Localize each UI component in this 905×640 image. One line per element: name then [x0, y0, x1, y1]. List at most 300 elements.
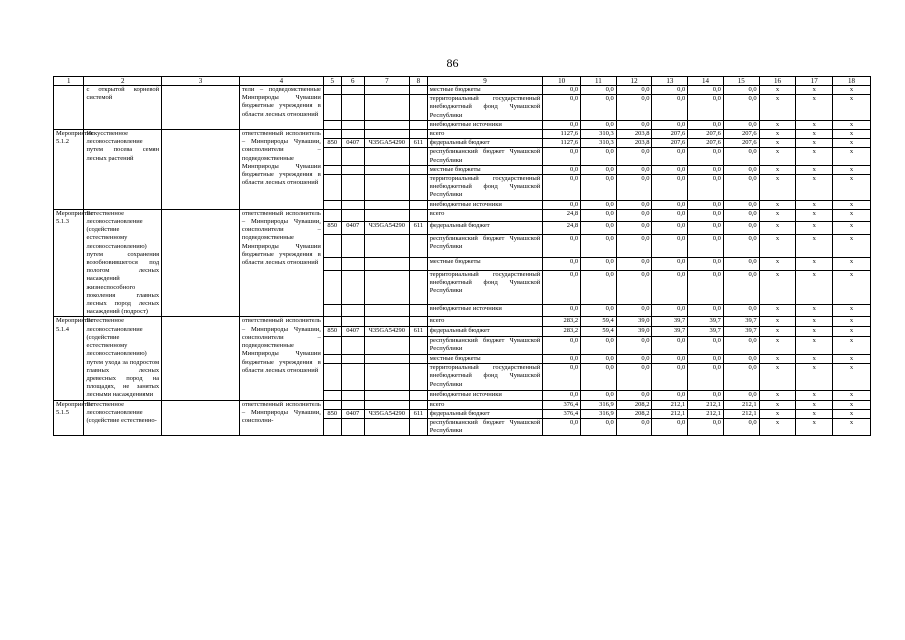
- funding-source-cell: местные бюджеты: [427, 165, 543, 174]
- x-cell: x: [759, 148, 796, 165]
- funding-source-cell: всего: [427, 209, 543, 221]
- vr-cell: [409, 200, 427, 209]
- rzpr-cell: 0407: [341, 139, 364, 148]
- funding-source-cell: внебюджетные источники: [427, 200, 543, 209]
- rzpr-cell: [341, 258, 364, 270]
- rzpr-cell: [341, 234, 364, 257]
- executor-cell: ответственный исполнитель – Минприроды Чувашии, соисполни-: [239, 400, 323, 436]
- x-cell: x: [833, 336, 871, 354]
- measure-code-cell: Мероприятие 5.1.2: [54, 130, 84, 210]
- value-cell: 310,3: [581, 139, 617, 148]
- value-cell: 0,0: [581, 209, 617, 221]
- value-cell: 0,0: [581, 364, 617, 391]
- measure-name-cell: с открытой корневой системой: [84, 86, 162, 130]
- value-cell: 0,0: [723, 86, 759, 95]
- header-cell: 17: [796, 77, 833, 86]
- rzpr-cell: [341, 336, 364, 354]
- value-cell: 0,0: [723, 175, 759, 201]
- grbs-cell: 850: [323, 139, 341, 148]
- x-cell: x: [796, 409, 833, 418]
- target-cell: [162, 130, 240, 210]
- executor-cell: ответственный исполнитель – Минприроды Чувашии, соисполнители – подведомственные Минприроды Чувашии бюджетные учреждения в области лесных отношений: [239, 317, 323, 400]
- value-cell: 0,0: [723, 305, 759, 317]
- vr-cell: [409, 390, 427, 400]
- header-cell: 16: [759, 77, 796, 86]
- measure-name-cell: Естественное лесовосстановление (содействие естественному лесовосстановлению) путем сохранения возобновившегося под пологом лесных насаждений жизнеспособного поколения главных лесных пород лесных насаждений (подрост): [84, 209, 162, 317]
- x-cell: x: [833, 305, 871, 317]
- grbs-cell: [323, 354, 341, 364]
- funding-source-cell: территориальный государственный внебюджетный фонд Чувашской Республики: [427, 175, 543, 201]
- header-cell: 4: [239, 77, 323, 86]
- x-cell: x: [796, 400, 833, 409]
- funding-source-cell: республиканский бюджет Чувашской Республики: [427, 336, 543, 354]
- program-table: [53, 76, 871, 436]
- x-cell: x: [796, 364, 833, 391]
- rzpr-cell: 0407: [341, 222, 364, 234]
- value-cell: 212,1: [688, 409, 724, 418]
- x-cell: x: [796, 317, 833, 327]
- value-cell: 0,0: [543, 305, 581, 317]
- value-cell: 0,0: [688, 336, 724, 354]
- rzpr-cell: 0407: [341, 327, 364, 337]
- x-cell: x: [796, 165, 833, 174]
- value-cell: 0,0: [616, 418, 652, 435]
- x-cell: x: [759, 86, 796, 95]
- value-cell: 39,7: [652, 327, 688, 337]
- table-row: [54, 86, 871, 95]
- funding-source-cell: федеральный бюджет: [427, 327, 543, 337]
- rzpr-cell: [341, 354, 364, 364]
- value-cell: 0,0: [543, 354, 581, 364]
- value-cell: 0,0: [688, 418, 724, 435]
- x-cell: x: [759, 270, 796, 305]
- value-cell: 0,0: [723, 209, 759, 221]
- value-cell: 0,0: [688, 175, 724, 201]
- csr-cell: [364, 317, 409, 327]
- x-cell: x: [759, 120, 796, 129]
- x-cell: x: [796, 336, 833, 354]
- rzpr-cell: [341, 317, 364, 327]
- rzpr-cell: [341, 165, 364, 174]
- value-cell: 0,0: [581, 418, 617, 435]
- x-cell: x: [759, 364, 796, 391]
- page-number: 86: [446, 56, 459, 70]
- grbs-cell: 850: [323, 327, 341, 337]
- header-cell: 9: [427, 77, 543, 86]
- x-cell: x: [796, 390, 833, 400]
- value-cell: 0,0: [652, 175, 688, 201]
- value-cell: 0,0: [543, 148, 581, 165]
- rzpr-cell: [341, 200, 364, 209]
- value-cell: 0,0: [581, 305, 617, 317]
- value-cell: 39,7: [688, 317, 724, 327]
- vr-cell: [409, 305, 427, 317]
- value-cell: 1127,6: [543, 130, 581, 139]
- header-cell: 11: [581, 77, 617, 86]
- value-cell: 212,1: [652, 400, 688, 409]
- x-cell: x: [833, 200, 871, 209]
- grbs-cell: [323, 258, 341, 270]
- csr-cell: Ч35GA54290: [364, 409, 409, 418]
- executor-cell: ответственный исполнитель – Минприроды Чувашии, соисполнители – подведомственные Минприроды Чувашии бюджетные учреждения в области лесных отношений: [239, 130, 323, 210]
- grbs-cell: [323, 175, 341, 201]
- value-cell: 0,0: [688, 258, 724, 270]
- measure-code-cell: [54, 86, 84, 130]
- value-cell: 59,4: [581, 317, 617, 327]
- x-cell: x: [759, 222, 796, 234]
- funding-source-cell: всего: [427, 317, 543, 327]
- grbs-cell: [323, 336, 341, 354]
- value-cell: 0,0: [616, 175, 652, 201]
- measure-name-cell: Искусственное лесовосстановление путем посева семян лесных растений: [84, 130, 162, 210]
- x-cell: x: [833, 130, 871, 139]
- vr-cell: [409, 400, 427, 409]
- vr-cell: 611: [409, 139, 427, 148]
- value-cell: 0,0: [652, 165, 688, 174]
- x-cell: x: [833, 86, 871, 95]
- grbs-cell: [323, 130, 341, 139]
- x-cell: x: [796, 258, 833, 270]
- value-cell: 208,2: [616, 409, 652, 418]
- value-cell: 39,0: [616, 327, 652, 337]
- value-cell: 0,0: [616, 86, 652, 95]
- x-cell: x: [796, 175, 833, 201]
- header-cell: 14: [688, 77, 724, 86]
- executor-cell: ответственный исполнитель – Минприроды Чувашии, соисполнители – подведомственные Минприроды Чувашии бюджетные учреждения в области лесных отношений: [239, 209, 323, 317]
- vr-cell: [409, 258, 427, 270]
- x-cell: x: [759, 165, 796, 174]
- value-cell: 316,9: [581, 409, 617, 418]
- value-cell: 207,6: [723, 139, 759, 148]
- csr-cell: [364, 234, 409, 257]
- csr-cell: [364, 86, 409, 95]
- value-cell: 0,0: [652, 270, 688, 305]
- header-row: [54, 77, 871, 86]
- value-cell: 310,3: [581, 130, 617, 139]
- rzpr-cell: [341, 270, 364, 305]
- x-cell: x: [759, 305, 796, 317]
- measure-code-cell: Мероприятие 5.1.3: [54, 209, 84, 317]
- vr-cell: [409, 95, 427, 121]
- table-row: [54, 400, 871, 409]
- value-cell: 0,0: [543, 418, 581, 435]
- header-cell: 6: [341, 77, 364, 86]
- value-cell: 0,0: [723, 200, 759, 209]
- value-cell: 0,0: [543, 234, 581, 257]
- value-cell: 0,0: [543, 95, 581, 121]
- vr-cell: [409, 317, 427, 327]
- value-cell: 283,2: [543, 327, 581, 337]
- funding-source-cell: местные бюджеты: [427, 354, 543, 364]
- value-cell: 0,0: [652, 258, 688, 270]
- csr-cell: [364, 175, 409, 201]
- value-cell: 0,0: [543, 390, 581, 400]
- funding-source-cell: внебюджетные источники: [427, 390, 543, 400]
- value-cell: 0,0: [688, 148, 724, 165]
- grbs-cell: [323, 95, 341, 121]
- value-cell: 0,0: [581, 120, 617, 129]
- csr-cell: [364, 165, 409, 174]
- measure-name-cell: Естественное лесовосстановление (содействие естественно-: [84, 400, 162, 436]
- x-cell: x: [796, 418, 833, 435]
- grbs-cell: 850: [323, 409, 341, 418]
- x-cell: x: [796, 148, 833, 165]
- value-cell: 0,0: [723, 165, 759, 174]
- grbs-cell: [323, 86, 341, 95]
- header-cell: 18: [833, 77, 871, 86]
- value-cell: 0,0: [616, 222, 652, 234]
- value-cell: 0,0: [616, 209, 652, 221]
- value-cell: 207,6: [723, 130, 759, 139]
- vr-cell: 611: [409, 409, 427, 418]
- value-cell: 0,0: [616, 270, 652, 305]
- value-cell: 0,0: [581, 175, 617, 201]
- value-cell: 0,0: [688, 95, 724, 121]
- rzpr-cell: [341, 95, 364, 121]
- csr-cell: [364, 390, 409, 400]
- value-cell: 0,0: [652, 305, 688, 317]
- value-cell: 208,2: [616, 400, 652, 409]
- funding-source-cell: федеральный бюджет: [427, 222, 543, 234]
- grbs-cell: [323, 305, 341, 317]
- value-cell: 0,0: [581, 354, 617, 364]
- vr-cell: [409, 175, 427, 201]
- x-cell: x: [759, 95, 796, 121]
- funding-source-cell: внебюджетные источники: [427, 305, 543, 317]
- value-cell: 316,9: [581, 400, 617, 409]
- header-cell: 3: [162, 77, 240, 86]
- vr-cell: [409, 165, 427, 174]
- value-cell: 207,6: [688, 139, 724, 148]
- value-cell: 0,0: [543, 120, 581, 129]
- csr-cell: [364, 95, 409, 121]
- csr-cell: [364, 418, 409, 435]
- target-cell: [162, 317, 240, 400]
- x-cell: x: [833, 390, 871, 400]
- funding-source-cell: всего: [427, 130, 543, 139]
- rzpr-cell: [341, 175, 364, 201]
- funding-source-cell: местные бюджеты: [427, 258, 543, 270]
- value-cell: 203,8: [616, 130, 652, 139]
- value-cell: 0,0: [543, 270, 581, 305]
- x-cell: x: [796, 139, 833, 148]
- csr-cell: Ч35GA54290: [364, 139, 409, 148]
- x-cell: x: [759, 400, 796, 409]
- value-cell: 0,0: [616, 354, 652, 364]
- x-cell: x: [833, 120, 871, 129]
- rzpr-cell: [341, 400, 364, 409]
- x-cell: x: [759, 418, 796, 435]
- value-cell: 0,0: [688, 86, 724, 95]
- x-cell: x: [759, 327, 796, 337]
- x-cell: x: [796, 120, 833, 129]
- value-cell: 203,8: [616, 139, 652, 148]
- csr-cell: [364, 305, 409, 317]
- x-cell: x: [833, 95, 871, 121]
- value-cell: 39,7: [652, 317, 688, 327]
- value-cell: 0,0: [581, 258, 617, 270]
- measure-name-cell: Естественное лесовосстановление (содействие естественному лесовосстановлению) путем ухода за подростом главных лесных древесных пород на площадях, не занятых лесными насаждениями: [84, 317, 162, 400]
- value-cell: 0,0: [616, 336, 652, 354]
- value-cell: 1127,6: [543, 139, 581, 148]
- vr-cell: [409, 418, 427, 435]
- funding-source-cell: территориальный государственный внебюджетный фонд Чувашской Республики: [427, 270, 543, 305]
- x-cell: x: [833, 234, 871, 257]
- value-cell: 24,8: [543, 209, 581, 221]
- vr-cell: 611: [409, 222, 427, 234]
- csr-cell: [364, 258, 409, 270]
- csr-cell: [364, 209, 409, 221]
- value-cell: 0,0: [688, 222, 724, 234]
- value-cell: 212,1: [723, 400, 759, 409]
- x-cell: x: [759, 258, 796, 270]
- rzpr-cell: [341, 148, 364, 165]
- value-cell: 0,0: [652, 86, 688, 95]
- grbs-cell: [323, 148, 341, 165]
- executor-cell: тели – подведомственные Минприроды Чувашии бюджетные учреждения в области лесных отношений: [239, 86, 323, 130]
- x-cell: x: [759, 390, 796, 400]
- grbs-cell: [323, 234, 341, 257]
- value-cell: 0,0: [688, 364, 724, 391]
- value-cell: 0,0: [616, 200, 652, 209]
- x-cell: x: [833, 270, 871, 305]
- value-cell: 376,4: [543, 400, 581, 409]
- value-cell: 0,0: [543, 200, 581, 209]
- header-cell: 2: [84, 77, 162, 86]
- csr-cell: [364, 364, 409, 391]
- header-cell: 7: [364, 77, 409, 86]
- grbs-cell: [323, 364, 341, 391]
- header-cell: 1: [54, 77, 84, 86]
- x-cell: x: [759, 317, 796, 327]
- grbs-cell: [323, 270, 341, 305]
- x-cell: x: [759, 409, 796, 418]
- x-cell: x: [796, 130, 833, 139]
- value-cell: 0,0: [688, 165, 724, 174]
- value-cell: 0,0: [616, 120, 652, 129]
- rzpr-cell: [341, 364, 364, 391]
- value-cell: 0,0: [581, 336, 617, 354]
- grbs-cell: [323, 390, 341, 400]
- value-cell: 0,0: [723, 258, 759, 270]
- value-cell: 0,0: [652, 222, 688, 234]
- value-cell: 0,0: [581, 390, 617, 400]
- header-cell: 10: [543, 77, 581, 86]
- grbs-cell: [323, 200, 341, 209]
- x-cell: x: [796, 327, 833, 337]
- value-cell: 0,0: [723, 120, 759, 129]
- target-cell: [162, 209, 240, 317]
- csr-cell: [364, 354, 409, 364]
- rzpr-cell: 0407: [341, 409, 364, 418]
- value-cell: 207,6: [688, 130, 724, 139]
- x-cell: x: [833, 400, 871, 409]
- x-cell: x: [796, 95, 833, 121]
- funding-source-cell: всего: [427, 400, 543, 409]
- value-cell: 0,0: [652, 209, 688, 221]
- value-cell: 0,0: [581, 234, 617, 257]
- funding-source-cell: внебюджетные источники: [427, 120, 543, 129]
- value-cell: 24,8: [543, 222, 581, 234]
- grbs-cell: [323, 165, 341, 174]
- vr-cell: 611: [409, 327, 427, 337]
- funding-source-cell: местные бюджеты: [427, 86, 543, 95]
- value-cell: 0,0: [652, 95, 688, 121]
- funding-source-cell: территориальный государственный внебюджетный фонд Чувашской Республики: [427, 364, 543, 391]
- x-cell: x: [796, 234, 833, 257]
- value-cell: 0,0: [723, 95, 759, 121]
- measure-code-cell: Мероприятие 5.1.5: [54, 400, 84, 436]
- value-cell: 0,0: [543, 364, 581, 391]
- x-cell: x: [796, 86, 833, 95]
- x-cell: x: [759, 175, 796, 201]
- value-cell: 0,0: [652, 390, 688, 400]
- value-cell: 0,0: [723, 390, 759, 400]
- target-cell: [162, 86, 240, 130]
- x-cell: x: [759, 139, 796, 148]
- value-cell: 0,0: [581, 86, 617, 95]
- x-cell: x: [796, 270, 833, 305]
- x-cell: x: [833, 139, 871, 148]
- grbs-cell: 850: [323, 222, 341, 234]
- x-cell: x: [796, 200, 833, 209]
- x-cell: x: [833, 317, 871, 327]
- value-cell: 0,0: [616, 148, 652, 165]
- vr-cell: [409, 234, 427, 257]
- rzpr-cell: [341, 130, 364, 139]
- value-cell: 207,6: [652, 139, 688, 148]
- rzpr-cell: [341, 120, 364, 129]
- x-cell: x: [759, 234, 796, 257]
- value-cell: 39,7: [723, 317, 759, 327]
- value-cell: 0,0: [688, 270, 724, 305]
- vr-cell: [409, 86, 427, 95]
- value-cell: 0,0: [581, 200, 617, 209]
- funding-source-cell: федеральный бюджет: [427, 409, 543, 418]
- value-cell: 0,0: [723, 418, 759, 435]
- grbs-cell: [323, 120, 341, 129]
- value-cell: 59,4: [581, 327, 617, 337]
- rzpr-cell: [341, 305, 364, 317]
- grbs-cell: [323, 418, 341, 435]
- vr-cell: [409, 120, 427, 129]
- rzpr-cell: [341, 86, 364, 95]
- value-cell: 0,0: [652, 120, 688, 129]
- value-cell: 0,0: [616, 258, 652, 270]
- vr-cell: [409, 130, 427, 139]
- value-cell: 0,0: [688, 234, 724, 257]
- value-cell: 0,0: [652, 418, 688, 435]
- value-cell: 0,0: [616, 95, 652, 121]
- vr-cell: [409, 364, 427, 391]
- value-cell: 0,0: [652, 234, 688, 257]
- value-cell: 0,0: [581, 270, 617, 305]
- target-cell: [162, 400, 240, 436]
- value-cell: 0,0: [652, 200, 688, 209]
- value-cell: 0,0: [616, 305, 652, 317]
- value-cell: 0,0: [581, 95, 617, 121]
- value-cell: 0,0: [543, 336, 581, 354]
- value-cell: 0,0: [543, 175, 581, 201]
- value-cell: 212,1: [652, 409, 688, 418]
- value-cell: 0,0: [688, 209, 724, 221]
- x-cell: x: [833, 258, 871, 270]
- vr-cell: [409, 209, 427, 221]
- value-cell: 0,0: [723, 364, 759, 391]
- value-cell: 207,6: [652, 130, 688, 139]
- value-cell: 0,0: [723, 354, 759, 364]
- value-cell: 0,0: [543, 86, 581, 95]
